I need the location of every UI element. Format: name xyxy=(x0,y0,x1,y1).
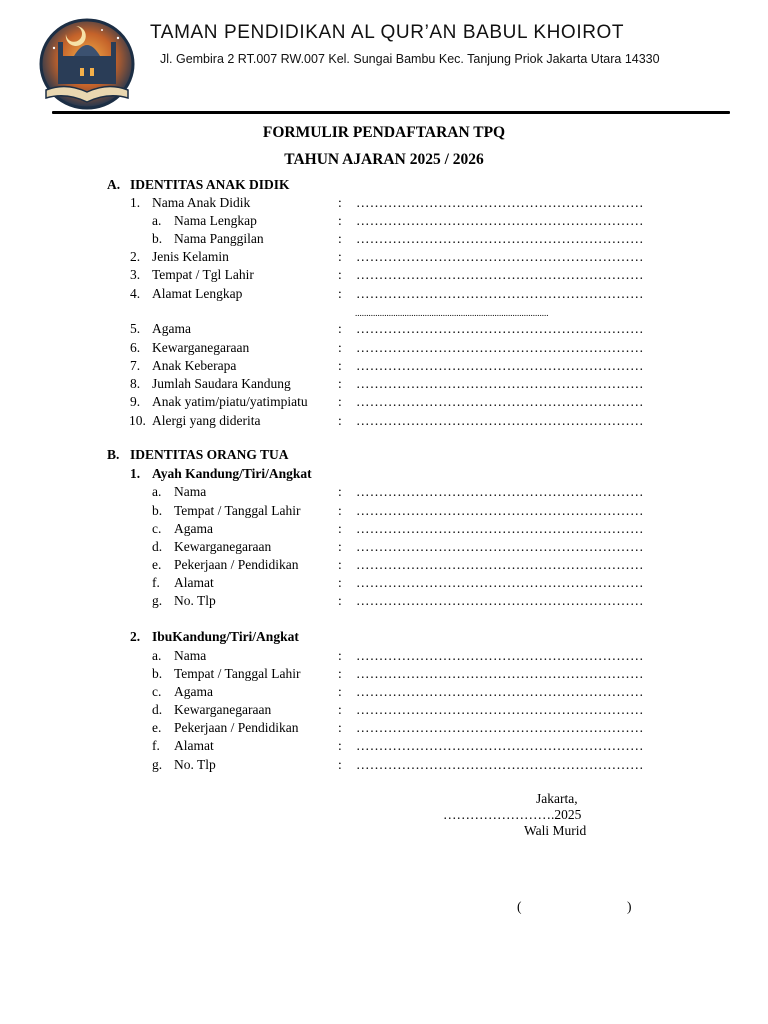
field-label: Alamat xyxy=(174,575,214,590)
field-fill-line[interactable]: ……………………………………………………… xyxy=(356,720,644,735)
field-colon: : xyxy=(338,484,342,499)
field-fill-line[interactable]: ……………………………………………………… xyxy=(356,376,644,391)
field-fill-line[interactable]: ……………………………………………………… xyxy=(356,593,644,608)
field-colon: : xyxy=(338,231,342,246)
field-fill-line[interactable]: ……………………………………………………… xyxy=(356,557,644,572)
field-label: Nama xyxy=(174,648,207,663)
field-label: Alamat xyxy=(174,738,214,753)
field-colon: : xyxy=(338,521,342,536)
field-number: 6. xyxy=(130,340,141,355)
field-label: Pekerjaan / Pendidikan xyxy=(174,720,299,735)
signature-role: Wali Murid xyxy=(524,823,587,838)
address-continuation-line[interactable]: ...................................................................................... xyxy=(355,308,549,318)
field-colon: : xyxy=(338,666,342,681)
field-number: b. xyxy=(152,666,163,681)
field-fill-line[interactable]: ……………………………………………………… xyxy=(356,757,644,772)
field-number: f. xyxy=(152,575,160,590)
field-fill-line[interactable]: ……………………………………………………… xyxy=(356,286,644,301)
field-label: Anak Keberapa xyxy=(152,358,237,373)
field-fill-line[interactable]: ……………………………………………………… xyxy=(356,503,644,518)
field-label: Alergi yang diderita xyxy=(152,413,261,428)
field-label: Agama xyxy=(152,321,191,336)
organization-address: Jl. Gembira 2 RT.007 RW.007 Kel. Sungai Bambu Kec. Tanjung Priok Jakarta Utara 14330 xyxy=(160,52,660,66)
signature-paren-open: ( xyxy=(517,899,522,914)
field-fill-line[interactable]: ……………………………………………………… xyxy=(356,249,644,264)
field-fill-line[interactable]: ……………………………………………………… xyxy=(356,358,644,373)
field-fill-line[interactable]: ……………………………………………………… xyxy=(356,684,644,699)
field-label: No. Tlp xyxy=(174,757,216,772)
field-label: Alamat Lengkap xyxy=(152,286,243,301)
field-label: Kewarganegaraan xyxy=(174,702,272,717)
field-fill-line[interactable]: ……………………………………………………… xyxy=(356,340,644,355)
organization-name: TAMAN PENDIDIKAN AL QUR’AN BABUL KHOIROT xyxy=(150,22,625,43)
field-fill-line[interactable]: ……………………………………………………… xyxy=(356,213,644,228)
field-fill-line[interactable]: ……………………………………………………… xyxy=(356,539,644,554)
field-colon: : xyxy=(338,503,342,518)
field-colon: : xyxy=(338,340,342,355)
field-fill-line[interactable]: ……………………………………………………… xyxy=(356,702,644,717)
field-number: e. xyxy=(152,557,162,572)
field-colon: : xyxy=(338,539,342,554)
field-colon: : xyxy=(338,286,342,301)
field-fill-line[interactable]: ……………………………………………………… xyxy=(356,413,644,428)
field-fill-line[interactable]: ……………………………………………………… xyxy=(356,648,644,663)
field-number: d. xyxy=(152,539,163,554)
field-fill-line[interactable]: ……………………………………………………… xyxy=(356,267,644,282)
field-fill-line[interactable]: ……………………………………………………… xyxy=(356,666,644,681)
field-number: a. xyxy=(152,213,162,228)
field-colon: : xyxy=(338,593,342,608)
field-number: 2. xyxy=(130,249,141,264)
field-label: Pekerjaan / Pendidikan xyxy=(174,557,299,572)
field-fill-line[interactable]: ……………………………………………………… xyxy=(356,521,644,536)
field-colon: : xyxy=(338,267,342,282)
field-colon: : xyxy=(338,684,342,699)
section-a-marker: A. xyxy=(107,177,121,192)
field-label: Tempat / Tanggal Lahir xyxy=(174,666,301,681)
field-number: c. xyxy=(152,521,162,536)
signature-city: Jakarta, xyxy=(536,791,578,806)
field-label: Nama Anak Didik xyxy=(152,195,251,210)
signature-date: …………………….2025 xyxy=(443,807,582,822)
field-number: b. xyxy=(152,503,163,518)
field-colon: : xyxy=(338,575,342,590)
field-colon: : xyxy=(338,738,342,753)
father-heading: Ayah Kandung/Tiri/Angkat xyxy=(152,466,312,481)
field-label: Jenis Kelamin xyxy=(152,249,229,264)
field-colon: : xyxy=(338,648,342,663)
field-label: Anak yatim/piatu/yatimpiatu xyxy=(152,394,308,409)
field-colon: : xyxy=(338,557,342,572)
field-colon: : xyxy=(338,413,342,428)
school-logo xyxy=(28,12,146,116)
field-fill-line[interactable]: ……………………………………………………… xyxy=(356,738,644,753)
field-label: Kewarganegaraan xyxy=(152,340,250,355)
section-a-heading: IDENTITAS ANAK DIDIK xyxy=(130,177,290,192)
field-number: d. xyxy=(152,702,163,717)
field-colon: : xyxy=(338,358,342,373)
field-number: e. xyxy=(152,720,162,735)
field-colon: : xyxy=(338,702,342,717)
field-fill-line[interactable]: ……………………………………………………… xyxy=(356,394,644,409)
field-label: Agama xyxy=(174,521,213,536)
mother-heading: IbuKandung/Tiri/Angkat xyxy=(152,629,299,644)
field-colon: : xyxy=(338,376,342,391)
field-label: Agama xyxy=(174,684,213,699)
academic-year-title: TAHUN AJARAN 2025 / 2026 xyxy=(284,151,484,168)
field-colon: : xyxy=(338,757,342,772)
field-label: Nama Panggilan xyxy=(174,231,264,246)
field-colon: : xyxy=(338,720,342,735)
field-number: a. xyxy=(152,648,162,663)
field-colon: : xyxy=(338,321,342,336)
field-label: Tempat / Tanggal Lahir xyxy=(174,503,301,518)
mother-number: 2. xyxy=(130,629,141,644)
father-number: 1. xyxy=(130,466,141,481)
field-number: 1. xyxy=(130,195,141,210)
field-label: Nama xyxy=(174,484,207,499)
section-b-heading: IDENTITAS ORANG TUA xyxy=(130,447,289,462)
section-b-marker: B. xyxy=(107,447,120,462)
field-label: No. Tlp xyxy=(174,593,216,608)
field-number: 8. xyxy=(130,376,141,391)
header-divider xyxy=(52,111,730,114)
field-number: 5. xyxy=(130,321,141,336)
field-fill-line[interactable]: ……………………………………………………… xyxy=(356,575,644,590)
field-number: b. xyxy=(152,231,163,246)
field-colon: : xyxy=(338,394,342,409)
field-number: 3. xyxy=(130,267,141,282)
field-colon: : xyxy=(338,249,342,264)
form-title: FORMULIR PENDAFTARAN TPQ xyxy=(262,124,506,141)
field-number: 7. xyxy=(130,358,141,373)
field-number: g. xyxy=(152,593,163,608)
field-number: a. xyxy=(152,484,162,499)
field-number: c. xyxy=(152,684,162,699)
field-fill-line[interactable]: ……………………………………………………… xyxy=(356,195,644,210)
field-fill-line[interactable]: ……………………………………………………… xyxy=(356,321,644,336)
field-fill-line[interactable]: ……………………………………………………… xyxy=(356,484,644,499)
field-fill-line[interactable]: ……………………………………………………… xyxy=(356,231,644,246)
field-colon: : xyxy=(338,195,342,210)
field-label: Tempat / Tgl Lahir xyxy=(152,267,254,282)
field-number: g. xyxy=(152,757,163,772)
field-label: Kewarganegaraan xyxy=(174,539,272,554)
field-number: f. xyxy=(152,738,160,753)
signature-paren-close: ) xyxy=(627,899,632,914)
field-number: 10. xyxy=(129,413,146,428)
field-label: Jumlah Saudara Kandung xyxy=(152,376,291,391)
field-number: 9. xyxy=(130,394,141,409)
field-number: 4. xyxy=(130,286,141,301)
field-colon: : xyxy=(338,213,342,228)
field-label: Nama Lengkap xyxy=(174,213,257,228)
